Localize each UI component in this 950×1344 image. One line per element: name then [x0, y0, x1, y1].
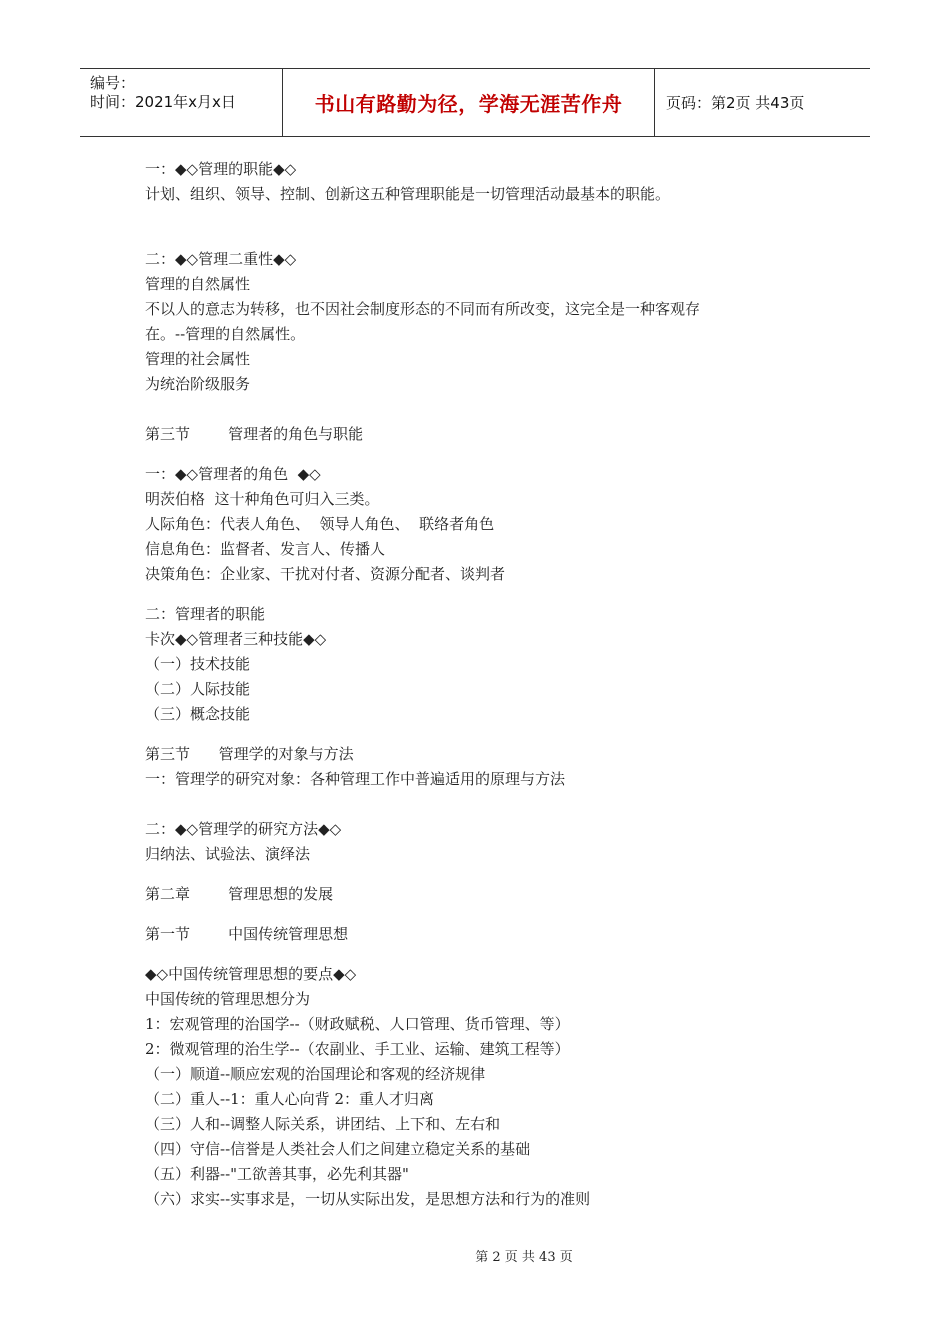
body-text-line: 计划、组织、领导、控制、创新这五种管理职能是一切管理活动最基本的职能。	[145, 185, 671, 203]
list-item: （一）技术技能	[145, 655, 251, 673]
page-footer	[0, 1246, 950, 1265]
document-time-label: 时间：2021年x月x日	[90, 93, 236, 111]
chapter-title: 第二章 管理思想的发展	[145, 885, 334, 903]
section-heading: 二：管理者的职能	[145, 605, 266, 623]
body-text-line: 决策角色：企业家、干扰对付者、资源分配者、谈判者	[145, 565, 506, 583]
body-text-line: 在。--管理的自然属性。	[145, 325, 306, 343]
body-text-line: 卡次◆◇管理者三种技能◆◇	[145, 630, 327, 648]
list-item: （二）人际技能	[145, 680, 251, 698]
page-header	[80, 68, 870, 137]
body-text-line: 管理的自然属性	[145, 275, 251, 293]
document-number-label: 编号：	[90, 74, 136, 92]
section-heading: ◆◇中国传统管理思想的要点◆◇	[145, 965, 357, 983]
header-page-number: 页码：第2页 共43页	[666, 94, 805, 112]
header-info-cell	[80, 69, 281, 136]
body-text-line: 管理的社会属性	[145, 350, 251, 368]
list-item: （六）求实--实事求是，一切从实际出发，是思想方法和行为的准则	[145, 1190, 591, 1208]
section-title: 第三节 管理者的角色与职能	[145, 425, 364, 443]
section-heading: 二：◆◇管理学的研究方法◆◇	[145, 820, 342, 838]
body-text-line: 归纳法、试验法、演绎法	[145, 845, 311, 863]
list-item: （一）顺道--顺应宏观的治国理论和客观的经济规律	[145, 1065, 486, 1083]
header-motto-cell	[282, 69, 655, 136]
body-text-line: 不以人的意志为转移，也不因社会制度形态的不同而有所改变，这完全是一种客观存	[145, 300, 701, 318]
section-heading: 二：◆◇管理二重性◆◇	[145, 250, 297, 268]
header-page-cell	[654, 69, 870, 136]
list-item: （五）利器--"工欲善其事，必先利其器"	[145, 1165, 409, 1183]
list-item: （三）概念技能	[145, 705, 251, 723]
section-heading: 一：◆◇管理者的角色 ◆◇	[145, 465, 321, 483]
list-item: （三）人和--调整人际关系，讲团结、上下和、左右和	[145, 1115, 501, 1133]
list-item: （二）重人--1：重人心向背 2：重人才归离	[145, 1090, 434, 1108]
footer-page-number: 第 2 页 共 43 页	[475, 1250, 573, 1265]
body-text-line: 明茨伯格 这十种角色可归入三类。	[145, 490, 380, 508]
list-item: （四）守信--信誉是人类社会人们之间建立稳定关系的基础	[145, 1140, 531, 1158]
body-text-line: 信息角色：监督者、发言人、传播人	[145, 540, 386, 558]
header-motto: 书山有路勤为径，学海无涯苦作舟	[314, 92, 623, 116]
section-heading: 一：◆◇管理的职能◆◇	[145, 160, 297, 178]
section-title: 第三节 管理学的对象与方法	[145, 745, 354, 763]
body-text-line: 为统治阶级服务	[145, 375, 251, 393]
body-text-line: 人际角色：代表人角色、 领导人角色、 联络者角色	[145, 515, 495, 533]
body-text-line: 中国传统的管理思想分为	[145, 990, 311, 1008]
body-text-line: 一：管理学的研究对象：各种管理工作中普遍适用的原理与方法	[145, 770, 566, 788]
list-item: 2：微观管理的治生学--（农副业、手工业、运输、建筑工程等）	[145, 1040, 570, 1058]
section-title: 第一节 中国传统管理思想	[145, 925, 349, 943]
list-item: 1：宏观管理的治国学--（财政赋税、人口管理、货币管理、等）	[145, 1015, 570, 1033]
